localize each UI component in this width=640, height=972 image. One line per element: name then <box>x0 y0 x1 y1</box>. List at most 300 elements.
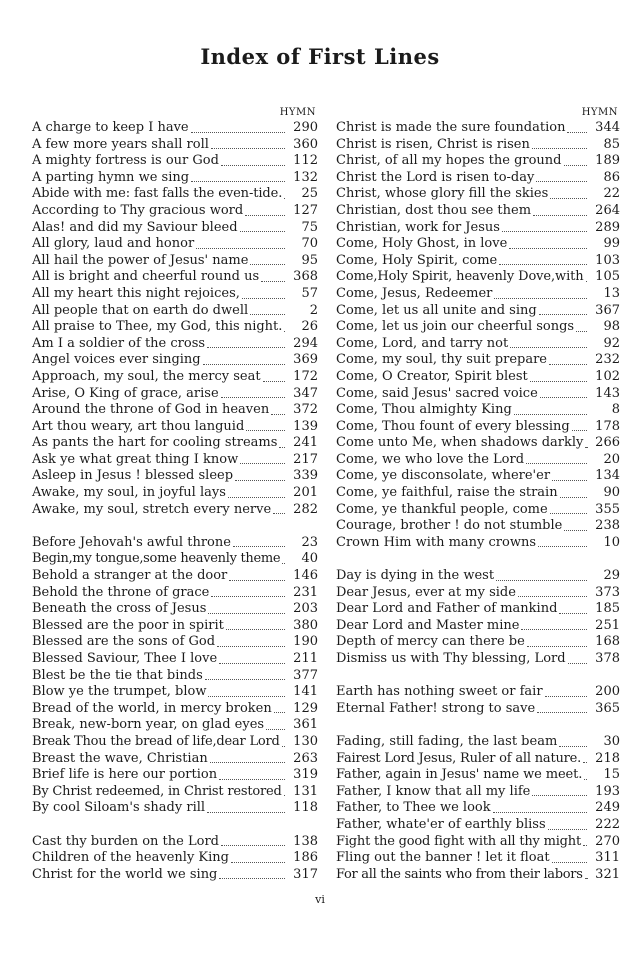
first-line-text: Beneath the cross of Jesus <box>32 601 207 617</box>
dot-leader <box>518 595 587 597</box>
first-line-text: Father, to Thee we look <box>336 800 491 816</box>
dot-leader <box>548 828 587 830</box>
page-number: vi <box>315 893 325 906</box>
index-entry <box>32 352 318 369</box>
hymn-number: 251 <box>595 617 620 633</box>
group-spacer <box>336 668 620 685</box>
first-line-text: Blow ye the trumpet, blow <box>32 684 207 700</box>
dot-leader <box>233 545 285 547</box>
dot-leader <box>229 579 285 581</box>
hymn-number: 373 <box>595 584 620 600</box>
index-entry <box>32 601 318 618</box>
hymn-number: 134 <box>595 468 620 484</box>
dot-leader <box>502 230 587 232</box>
first-line-text: Come,Holy Spirit, heavenly Dove,with <box>336 269 584 285</box>
first-line-text: Blest be the tie that binds <box>32 667 203 683</box>
hymn-number: 201 <box>293 485 318 501</box>
first-line-text: Crown Him with many crowns <box>336 534 537 550</box>
dot-leader <box>545 695 587 697</box>
dot-leader <box>282 745 285 747</box>
hymn-number: 2 <box>309 302 318 318</box>
dot-leader <box>530 380 587 382</box>
hymn-number: 118 <box>293 800 318 816</box>
dot-leader <box>228 496 285 498</box>
dot-leader <box>219 778 285 780</box>
index-entry <box>32 502 318 519</box>
hymn-number: 231 <box>293 584 318 600</box>
index-entry <box>32 203 318 220</box>
dot-leader <box>572 429 587 431</box>
hymn-number: 30 <box>603 733 620 749</box>
hymn-number: 25 <box>301 186 318 202</box>
index-entry <box>32 336 318 353</box>
index-entry <box>32 186 318 203</box>
hymn-number: 270 <box>595 833 620 849</box>
first-line-text: All my heart this night rejoices, <box>32 285 240 301</box>
dot-leader <box>509 247 587 249</box>
dot-leader <box>274 711 285 713</box>
first-line-text: Come, let us all unite and sing <box>336 302 537 318</box>
dot-leader <box>526 462 587 464</box>
first-line-text: Christ is made the sure foundation <box>336 120 566 135</box>
dot-leader <box>207 346 285 348</box>
index-entry <box>32 319 318 336</box>
hymn-number: 20 <box>603 451 620 467</box>
first-line-text: Dear Lord and Father of mankind <box>336 601 558 617</box>
dot-leader <box>221 164 285 166</box>
first-line-text: Dear Jesus, ever at my side <box>336 584 516 600</box>
first-line-text: Come, Thou almighty King <box>336 402 512 418</box>
dot-leader <box>564 529 587 531</box>
dot-leader <box>245 214 285 216</box>
dot-leader <box>539 313 587 315</box>
index-entry <box>32 253 318 270</box>
first-line-text: Behold a stranger at the door <box>32 568 228 584</box>
left-index-column <box>32 106 318 883</box>
hymn-number: 294 <box>293 335 318 351</box>
first-line-text: Begin,my tongue,some heavenly theme <box>32 551 281 567</box>
hymn-number: 193 <box>595 783 620 799</box>
index-entry <box>32 170 318 187</box>
index-entry <box>336 767 620 784</box>
first-line-text: Come, let us join our cheerful songs <box>336 319 575 335</box>
hymn-number: 26 <box>301 319 318 335</box>
first-line-text: Fight the good fight with all thy might <box>336 833 581 849</box>
dot-leader <box>552 861 587 863</box>
first-line-text: Angel voices ever singing <box>32 352 201 368</box>
first-line-text: Before Jehovah's awful throne <box>32 534 231 550</box>
first-line-text: Asleep in Jesus ! blessed sleep <box>32 468 234 484</box>
index-entry <box>336 203 620 220</box>
first-line-text: Awake, my soul, stretch every nerve <box>32 501 272 517</box>
index-entry <box>336 303 620 320</box>
index-entry <box>336 784 620 801</box>
hymn-number: 132 <box>293 169 318 185</box>
hymn-number: 13 <box>603 285 620 301</box>
first-line-text: Dismiss us with Thy blessing, Lord <box>336 651 566 666</box>
dot-leader <box>284 794 285 796</box>
dot-leader <box>583 844 587 846</box>
dot-leader <box>537 711 587 713</box>
hymn-number: 290 <box>293 120 318 135</box>
page-title: Index of First Lines <box>200 44 440 69</box>
hymn-number: 139 <box>293 418 318 434</box>
index-entry <box>336 502 620 519</box>
hymn-number: 232 <box>595 352 620 368</box>
hymn-number: 99 <box>603 236 620 252</box>
first-line-text: Arise, O King of grace, arise <box>32 385 219 401</box>
index-entry <box>336 751 620 768</box>
index-entry <box>32 402 318 419</box>
first-line-text: Around the throne of God in heaven <box>32 402 270 418</box>
dot-leader <box>494 297 587 299</box>
dot-leader <box>560 496 587 498</box>
index-entry <box>336 585 620 602</box>
dot-leader <box>211 595 285 597</box>
index-entry <box>336 186 620 203</box>
index-entry <box>336 286 620 303</box>
index-entry <box>32 767 318 784</box>
hymn-number: 168 <box>595 634 620 650</box>
index-entry <box>336 220 620 237</box>
group-spacer <box>336 551 620 568</box>
dot-leader <box>208 695 285 697</box>
index-entry <box>336 701 620 718</box>
dot-leader <box>540 396 587 398</box>
hymn-number: 378 <box>595 651 620 666</box>
index-entry <box>336 153 620 170</box>
dot-leader <box>282 562 285 564</box>
index-entry <box>336 319 620 336</box>
first-line-text: Christ is risen, Christ is risen <box>336 136 530 152</box>
first-line-text: Break Thou the bread of life,dear Lord <box>32 733 280 749</box>
first-line-text: Am I a soldier of the cross <box>32 335 206 351</box>
hymn-number: 172 <box>293 368 318 384</box>
dot-leader <box>514 413 587 415</box>
index-entry <box>32 286 318 303</box>
index-entry <box>336 170 620 187</box>
dot-leader <box>261 280 285 282</box>
first-line-text: Bread of the world, in mercy broken <box>32 700 272 716</box>
first-line-text: Come, said Jesus' sacred voice <box>336 385 538 401</box>
index-entry <box>32 535 318 552</box>
dot-leader <box>273 512 285 514</box>
dot-leader <box>576 330 587 332</box>
dot-leader <box>219 877 285 879</box>
first-line-text: Fading, still fading, the last beam <box>336 733 558 749</box>
first-line-text: All glory, laud and honor <box>32 236 195 252</box>
first-line-text: Alas! and did my Saviour bleed <box>32 219 238 235</box>
first-line-text: Abide with me: fast falls the even-tide. <box>32 186 283 202</box>
first-line-text: Break, new-born year, on glad eyes <box>32 717 265 733</box>
index-entry <box>336 800 620 817</box>
first-line-text: Fairest Lord Jesus, Ruler of all nature. <box>336 750 582 766</box>
index-entry <box>32 419 318 436</box>
dot-leader <box>205 678 285 680</box>
group-spacer <box>336 717 620 734</box>
index-entry <box>336 120 620 137</box>
hymn-number: 92 <box>603 335 620 351</box>
dot-leader <box>585 877 587 879</box>
right-index-column <box>336 106 620 883</box>
dot-leader <box>583 761 587 763</box>
hymn-number: 102 <box>595 368 620 384</box>
dot-leader <box>219 662 285 664</box>
first-line-text: Cast thy burden on the Lord <box>32 833 219 849</box>
hymn-number: 146 <box>293 568 318 584</box>
first-line-text: Dear Lord and Master mine <box>336 617 520 633</box>
hymn-number: 57 <box>301 285 318 301</box>
hymn-number: 222 <box>595 816 620 832</box>
index-entry <box>32 303 318 320</box>
first-line-text: Behold the throne of grace <box>32 584 210 600</box>
index-entry <box>336 236 620 253</box>
index-entry <box>336 435 620 452</box>
hymn-number: 189 <box>595 153 620 169</box>
index-entry <box>32 568 318 585</box>
dot-leader <box>538 545 587 547</box>
first-line-text: Come, Thou fount of every blessing <box>336 418 570 434</box>
hymn-number: 143 <box>595 385 620 401</box>
hymn-number: 369 <box>293 352 318 368</box>
hymn-number: 127 <box>293 202 318 218</box>
dot-leader <box>226 628 285 630</box>
dot-leader <box>567 131 587 133</box>
index-entry <box>336 634 620 651</box>
hymn-number: 203 <box>293 601 318 617</box>
hymn-number: 264 <box>595 202 620 218</box>
index-entry <box>336 535 620 552</box>
hymn-number: 263 <box>293 750 318 766</box>
hymn-number: 90 <box>603 485 620 501</box>
first-line-text: Come, ye faithful, raise the strain <box>336 485 558 501</box>
first-line-text: Children of the heavenly King <box>32 850 229 866</box>
first-line-text: Father, whate'er of earthly bliss <box>336 816 546 832</box>
index-entry <box>32 485 318 502</box>
first-line-text: By Christ redeemed, in Christ restored <box>32 783 282 799</box>
index-entry <box>32 236 318 253</box>
index-entry <box>336 402 620 419</box>
dot-leader <box>221 396 285 398</box>
index-entry <box>336 817 620 834</box>
first-line-text: For all the saints who from their labors <box>336 866 583 882</box>
hymn-number: 40 <box>301 551 318 567</box>
index-entry <box>32 751 318 768</box>
hymn-number: 8 <box>611 402 620 418</box>
index-entry <box>336 253 620 270</box>
index-entry <box>336 485 620 502</box>
hymn-number: 141 <box>293 684 318 700</box>
index-entry <box>32 551 318 568</box>
hymn-number: 185 <box>595 601 620 617</box>
index-entry <box>336 137 620 154</box>
dot-leader <box>191 180 285 182</box>
hymn-number: 289 <box>595 219 620 235</box>
hymn-number: 319 <box>293 767 318 783</box>
index-entry <box>336 419 620 436</box>
index-entry <box>32 867 318 884</box>
hymn-number: 15 <box>603 767 620 783</box>
dot-leader <box>196 247 285 249</box>
dot-leader <box>521 628 587 630</box>
hymn-number: 249 <box>595 800 620 816</box>
first-line-text: A charge to keep I have <box>32 120 189 135</box>
first-line-text: Brief life is here our portion <box>32 767 218 783</box>
hymn-number: 368 <box>293 269 318 285</box>
index-entry <box>32 120 318 137</box>
first-line-text: Christian, dost thou see them <box>336 202 532 218</box>
dot-leader <box>510 346 587 348</box>
hymn-number: 367 <box>595 302 620 318</box>
index-entry <box>32 468 318 485</box>
index-entry <box>32 452 318 469</box>
first-line-text: Courage, brother ! do not stumble <box>336 518 563 534</box>
group-spacer <box>32 817 318 834</box>
dot-leader <box>284 197 285 199</box>
first-line-text: Earth has nothing sweet or fair <box>336 684 543 700</box>
index-entry <box>32 220 318 237</box>
index-entry <box>32 734 318 751</box>
dot-leader <box>221 844 285 846</box>
index-entry <box>32 386 318 403</box>
first-line-text: Come, we who love the Lord <box>336 451 525 467</box>
hymn-number: 238 <box>595 518 620 534</box>
hymn-number: 339 <box>293 468 318 484</box>
hymn-number: 218 <box>595 750 620 766</box>
dot-leader <box>549 363 587 365</box>
index-entry <box>32 717 318 734</box>
dot-leader <box>191 131 285 133</box>
index-entry <box>32 153 318 170</box>
hymn-number: 85 <box>603 136 620 152</box>
dot-leader <box>493 811 587 813</box>
dot-leader <box>532 147 587 149</box>
hymn-number: 29 <box>603 568 620 584</box>
index-entry <box>336 651 620 668</box>
first-line-text: Come, ye disconsolate, where'er <box>336 468 551 484</box>
first-line-text: Fling out the banner ! let it float <box>336 850 550 866</box>
dot-leader <box>217 645 285 647</box>
index-entry <box>32 784 318 801</box>
dot-leader <box>527 645 587 647</box>
dot-leader <box>532 794 587 796</box>
first-line-text: All is bright and cheerful round us <box>32 269 260 285</box>
index-entry <box>32 585 318 602</box>
index-entry <box>32 137 318 154</box>
index-entry <box>32 850 318 867</box>
hymn-number: 241 <box>293 435 318 451</box>
first-line-text: Christ the Lord is risen to-day <box>336 169 535 185</box>
dot-leader <box>279 446 285 448</box>
first-line-text: Come, Lord, and tarry not <box>336 335 509 351</box>
hymn-number: 105 <box>595 269 620 285</box>
index-entry <box>336 601 620 618</box>
first-line-text: Awake, my soul, in joyful lays <box>32 485 226 501</box>
dot-leader <box>550 512 587 514</box>
first-line-text: Father, I know that all my life <box>336 783 531 799</box>
first-line-text: A parting hymn we sing <box>32 169 190 185</box>
index-entry <box>32 435 318 452</box>
index-entry <box>336 850 620 867</box>
first-line-text: According to Thy gracious word <box>32 202 244 218</box>
index-entry <box>336 468 620 485</box>
hymn-number: 186 <box>293 850 318 866</box>
index-entry <box>336 834 620 851</box>
first-line-text: Christian, work for Jesus <box>336 219 500 235</box>
index-entry <box>336 867 620 884</box>
dot-leader <box>210 761 285 763</box>
first-line-text: As pants the hart for cooling streams <box>32 435 278 451</box>
dot-leader <box>250 263 285 265</box>
hymn-number: 95 <box>301 252 318 268</box>
first-line-text: All people that on earth do dwell <box>32 302 249 318</box>
first-line-text: All praise to Thee, my God, this night. <box>32 319 283 335</box>
index-entry <box>32 834 318 851</box>
dot-leader <box>496 579 587 581</box>
hymn-number: 361 <box>293 717 318 733</box>
hymn-number: 22 <box>603 186 620 202</box>
dot-leader <box>559 612 587 614</box>
first-line-text: Father, again in Jesus' name we meet. <box>336 767 583 783</box>
index-entry <box>336 369 620 386</box>
hymn-number: 86 <box>603 169 620 185</box>
index-entry <box>336 618 620 635</box>
first-line-text: Approach, my soul, the mercy seat <box>32 368 261 384</box>
dot-leader <box>568 662 587 664</box>
hymn-number: 23 <box>301 534 318 550</box>
dot-leader <box>550 197 587 199</box>
hymn-number: 10 <box>603 534 620 550</box>
dot-leader <box>203 363 285 365</box>
index-entry <box>336 568 620 585</box>
index-entry <box>32 269 318 286</box>
hymn-number: 138 <box>293 833 318 849</box>
hymn-number: 347 <box>293 385 318 401</box>
hymn-number: 217 <box>293 451 318 467</box>
dot-leader <box>559 745 587 747</box>
first-line-text: Blessed are the poor in spirit <box>32 617 224 633</box>
first-line-text: Blessed Saviour, Thee I love <box>32 651 218 666</box>
index-entry <box>32 618 318 635</box>
dot-leader <box>271 413 285 415</box>
index-entry <box>336 269 620 286</box>
index-entry <box>32 684 318 701</box>
first-line-text: Eternal Father! strong to save <box>336 700 536 716</box>
hymn-number: 178 <box>595 418 620 434</box>
first-line-text: Come, Holy Ghost, in love <box>336 236 508 252</box>
first-line-text: Breast the wave, Christian <box>32 750 208 766</box>
first-line-text: Art thou weary, art thou languid <box>32 418 245 434</box>
first-line-text: Christ for the world we sing <box>32 866 218 882</box>
dot-leader <box>585 446 587 448</box>
index-entry <box>32 369 318 386</box>
dot-leader <box>266 728 285 730</box>
hymn-number: 129 <box>293 700 318 716</box>
hymn-number: 190 <box>293 634 318 650</box>
dot-leader <box>263 380 285 382</box>
hymn-number: 344 <box>595 120 620 135</box>
index-entry <box>336 386 620 403</box>
first-line-text: Ask ye what great thing I know <box>32 451 239 467</box>
index-entry <box>336 352 620 369</box>
dot-leader <box>208 612 285 614</box>
first-line-text: All hail the power of Jesus' name <box>32 252 249 268</box>
hymn-number: 131 <box>293 783 318 799</box>
hymn-number: 380 <box>293 617 318 633</box>
dot-leader <box>240 462 285 464</box>
hymn-number: 70 <box>301 236 318 252</box>
first-line-text: Day is dying in the west <box>336 568 495 584</box>
